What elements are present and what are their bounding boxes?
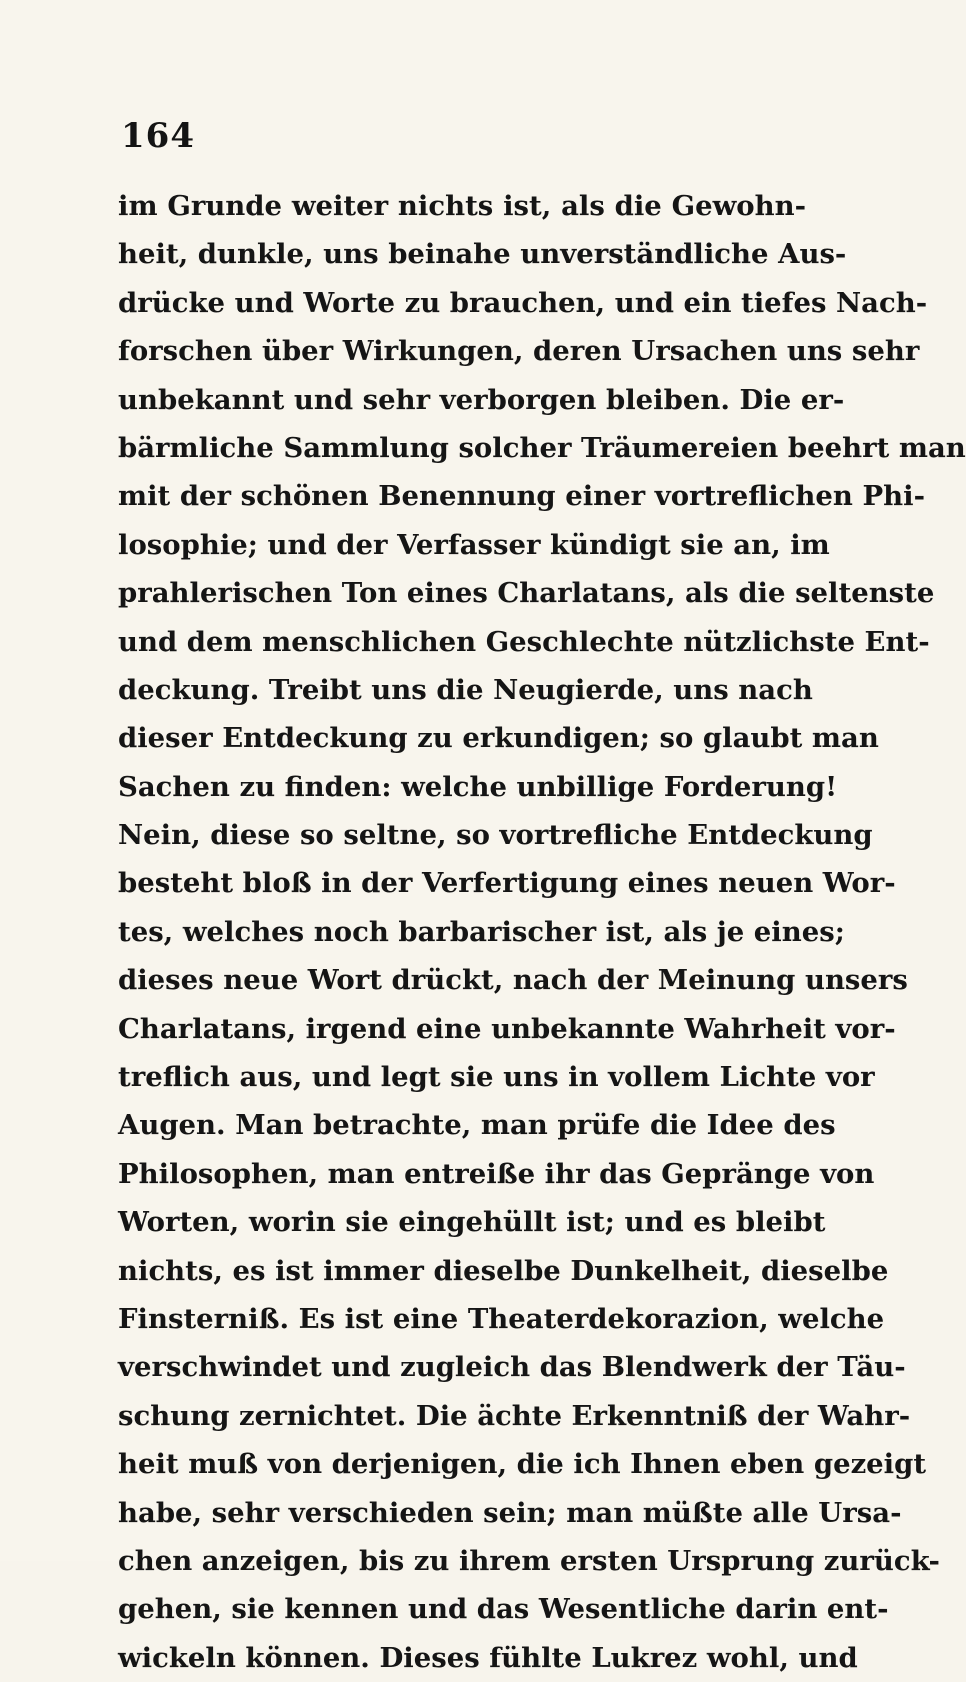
- text-line: drücke und Worte zu brauchen, und ein tiefes Nach-: [118, 286, 928, 319]
- text-line: Sachen zu finden: welche unbillige Forderung!: [118, 770, 838, 803]
- text-line: tes, welches noch barbarischer ist, als je eines;: [118, 915, 845, 948]
- text-line: im Grunde weiter nichts ist, als die Gewohn-: [118, 190, 806, 222]
- text-line: und dem menschlichen Geschlechte nützlichste Ent-: [118, 625, 930, 658]
- text-line: deckung. Treibt uns die Neugierde, uns nach: [118, 673, 813, 706]
- text-line: losophie; und der Verfasser kündigt sie an, im: [118, 528, 830, 561]
- text-line: forschen über Wirkungen, deren Ursachen uns sehr: [118, 335, 920, 368]
- text-line: habe, sehr verschieden sein; man müßte alle Ursa-: [118, 1496, 902, 1529]
- text-line: heit muß von derjenigen, die ich Ihnen eben gezeigt: [118, 1448, 927, 1481]
- text-line: bärmliche Sammlung solcher Träumereien beehrt man: [118, 431, 966, 464]
- text-line: besteht bloß in der Verfertigung eines neuen Wor-: [118, 867, 896, 900]
- text-line: Finsterniß. Es ist eine Theaterdekorazion, welche: [118, 1302, 885, 1335]
- text-line: treflich aus, und legt sie uns in vollem Lichte vor: [118, 1061, 875, 1094]
- text-line: Philosophen, man entreiße ihr das Gepränge von: [118, 1157, 875, 1190]
- text-line: Augen. Man betrachte, man prüfe die Idee des: [118, 1109, 836, 1142]
- text-line: Worten, worin sie eingehüllt ist; und es bleibt: [118, 1206, 826, 1239]
- text-line: wickeln können. Dieses fühlte Lukrez wohl, und: [118, 1641, 858, 1674]
- text-line: chen anzeigen, bis zu ihrem ersten Ursprung zurück-: [118, 1544, 940, 1577]
- text-line: heit, dunkle, uns beinahe unverständliche Aus-: [118, 238, 847, 271]
- text-line: dieser Entdeckung zu erkundigen; so glaubt man: [118, 722, 879, 755]
- text-line: dieses neue Wort drückt, nach der Meinung unsers: [118, 964, 908, 997]
- text-line: Charlatans, irgend eine unbekannte Wahrheit vor-: [118, 1012, 896, 1045]
- text-line: gehen, sie kennen und das Wesentliche darin ent-: [118, 1593, 889, 1626]
- body-text: [118, 182, 966, 1682]
- text-line: verschwindet und zugleich das Blendwerk der Täu-: [118, 1351, 906, 1384]
- text-line: schung zernichtet. Die ächte Erkenntniß der Wahr-: [118, 1399, 911, 1432]
- page-number: 164: [121, 116, 195, 156]
- text-line: mit der schönen Benennung einer vortreflichen Phi-: [118, 480, 926, 513]
- text-line: Nein, diese so seltne, so vortrefliche Entdeckung: [118, 819, 873, 852]
- text-line: unbekannt und sehr verborgen bleiben. Die er-: [118, 383, 845, 416]
- text-line: nichts, es ist immer dieselbe Dunkelheit, dieselbe: [118, 1254, 889, 1287]
- text-line: prahlerischen Ton eines Charlatans, als die seltenste: [118, 577, 935, 610]
